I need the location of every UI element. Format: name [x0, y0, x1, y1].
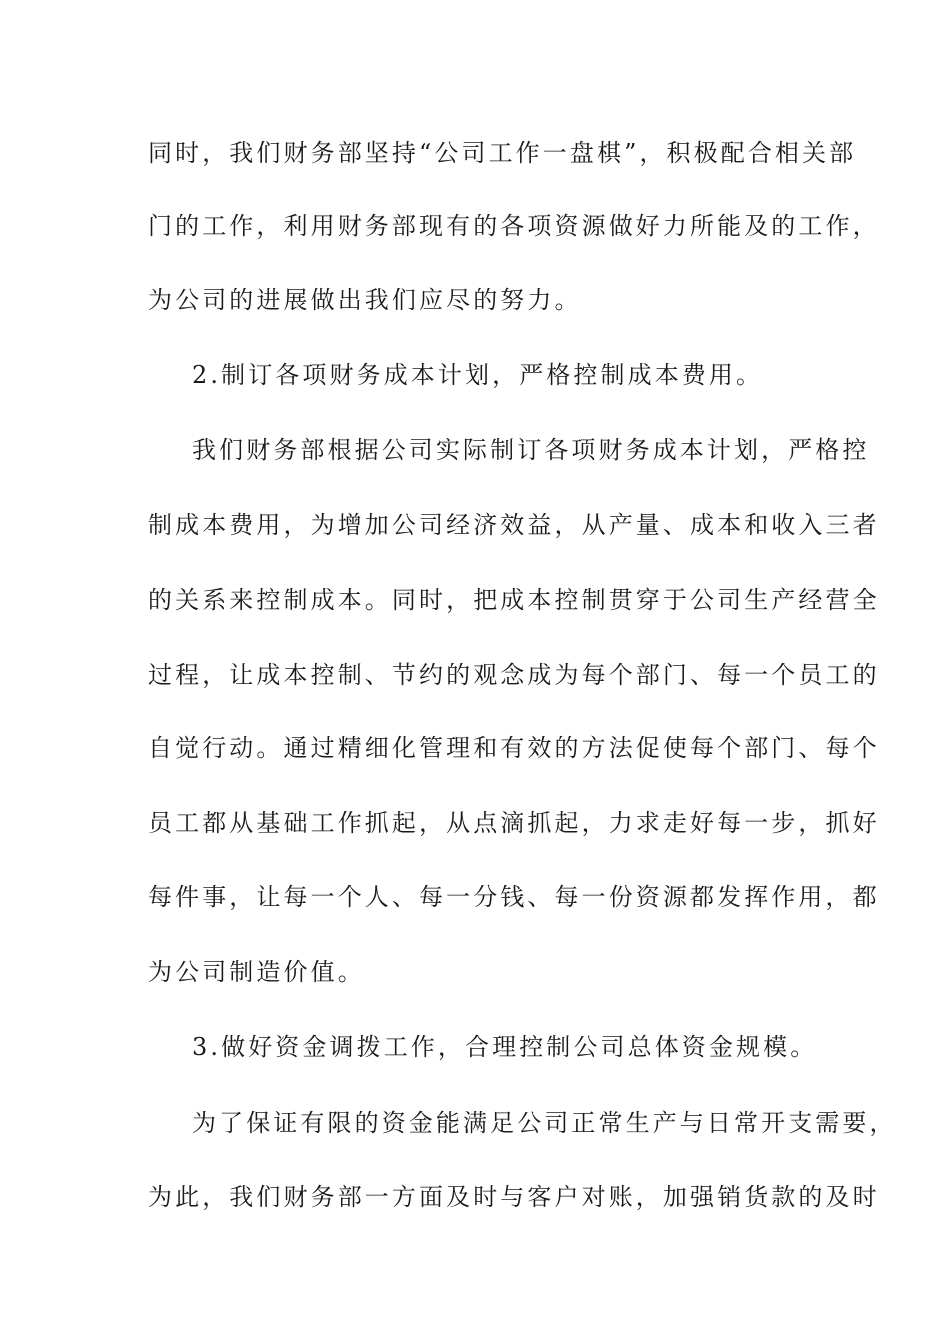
paragraph-line: 同时，我们财务部坚持“公司工作一盘棋”，积极配合相关部 — [148, 139, 857, 167]
paragraph-line: 为公司的进展做出我们应尽的努力。 — [148, 286, 582, 314]
paragraph-line: 过程，让成本控制、节约的观念成为每个部门、每一个员工的 — [148, 661, 880, 689]
paragraph-line: 为此，我们财务部一方面及时与客户对账，加强销货款的及时 — [148, 1183, 880, 1211]
paragraph-line: 我们财务部根据公司实际制订各项财务成本计划，严格控 — [192, 436, 870, 464]
paragraph-line: 为了保证有限的资金能满足公司正常生产与日常开支需要， — [192, 1109, 897, 1137]
paragraph-line: 自觉行动。通过精细化管理和有效的方法促使每个部门、每个 — [148, 734, 880, 762]
section-heading: 2.制订各项财务成本计划，严格控制成本费用。 — [192, 361, 764, 389]
paragraph-line: 为公司制造价值。 — [148, 958, 365, 986]
section-heading: 3.做好资金调拨工作，合理控制公司总体资金规模。 — [192, 1033, 818, 1061]
paragraph-line: 员工都从基础工作抓起，从点滴抓起，力求走好每一步，抓好 — [148, 809, 880, 837]
paragraph-line: 制成本费用，为增加公司经济效益，从产量、成本和收入三者 — [148, 511, 880, 539]
paragraph-line: 每件事，让每一个人、每一分钱、每一份资源都发挥作用，都 — [148, 883, 880, 911]
paragraph-line: 门的工作，利用财务部现有的各项资源做好力所能及的工作， — [148, 212, 880, 240]
paragraph-line: 的关系来控制成本。同时，把成本控制贯穿于公司生产经营全 — [148, 586, 880, 614]
